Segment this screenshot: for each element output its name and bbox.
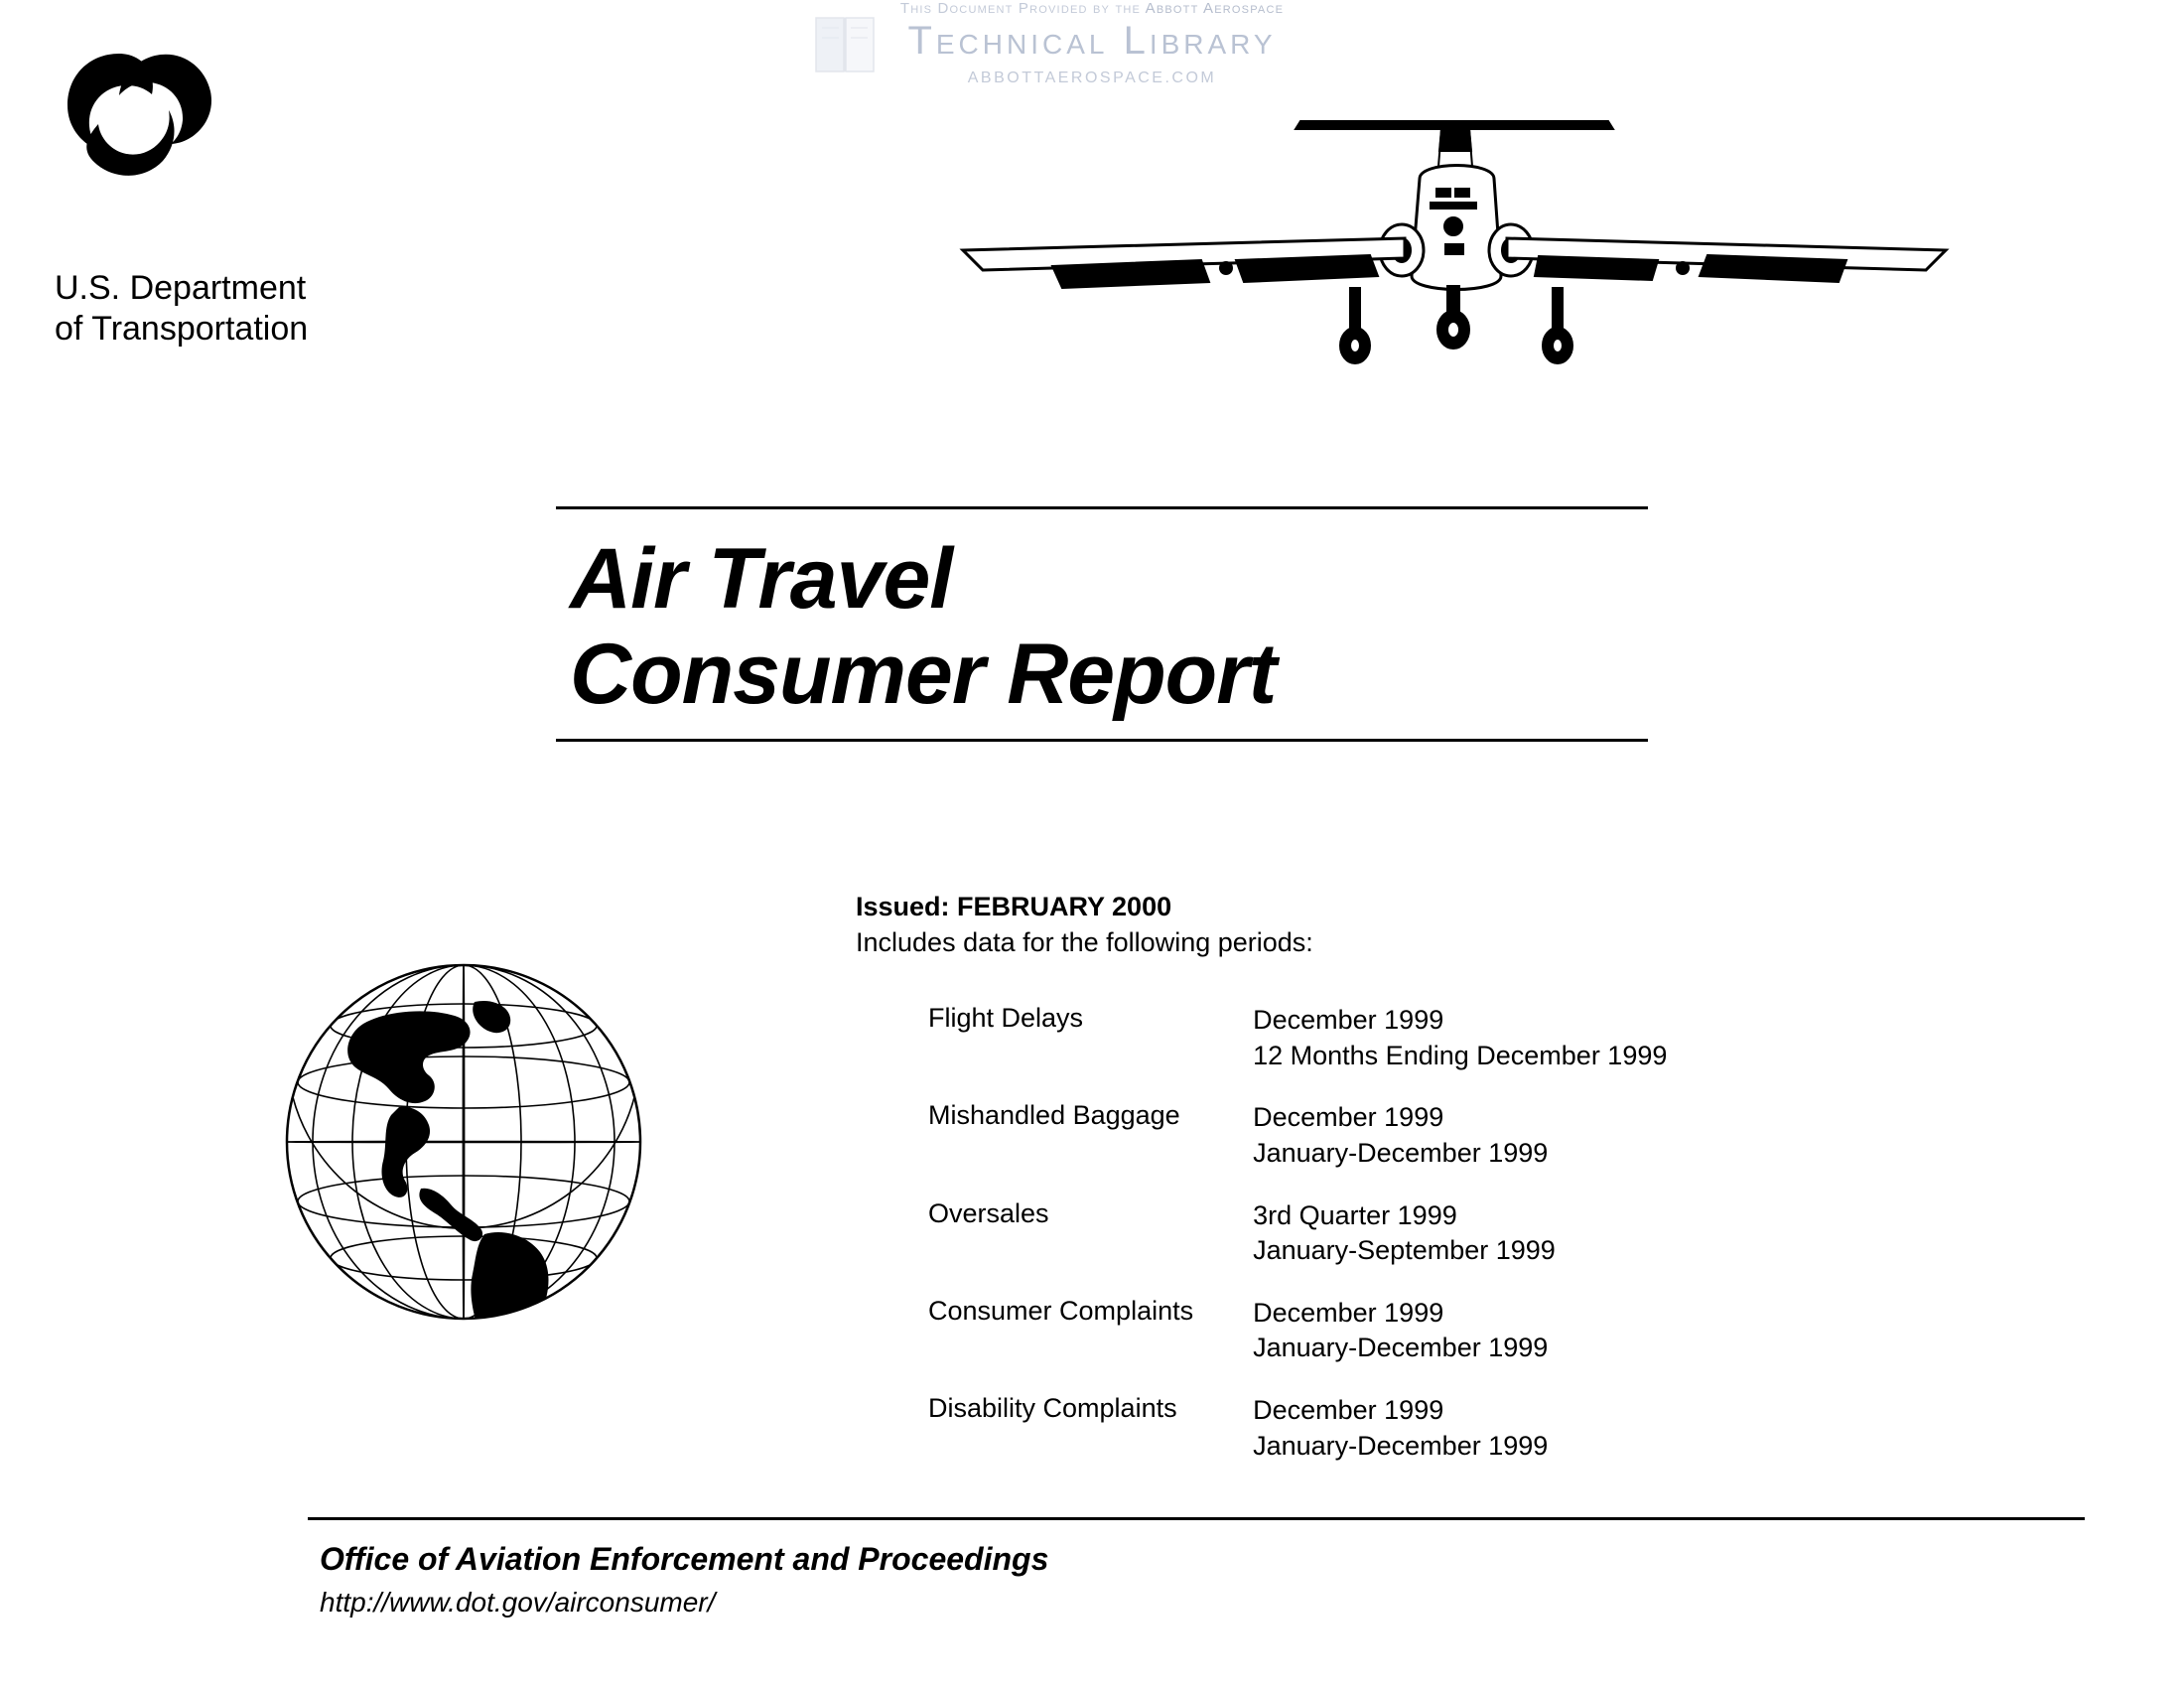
period-values	[1253, 1100, 1667, 1197]
footer-rule	[308, 1517, 2085, 1520]
page-title-line1: Air Travel	[570, 531, 953, 627]
watermark-domain: ABBOTTAEROSPACE.COM	[967, 70, 1217, 86]
period-value-line: 3rd Quarter 1999	[1253, 1199, 1457, 1230]
period-label: Consumer Complaints	[928, 1295, 1194, 1326]
table-row	[928, 1393, 1667, 1464]
page-title	[556, 509, 1648, 733]
period-value-line: December 1999	[1253, 1102, 1444, 1133]
agency-name	[55, 268, 308, 351]
watermark-brand: Abbott Aerospace	[1145, 0, 1285, 17]
period-value-line: December 1999	[1253, 1395, 1444, 1425]
watermark-prefix: This Document Provided by the	[899, 0, 1142, 17]
table-row	[928, 1296, 1667, 1393]
title-rule-bottom	[556, 739, 1648, 742]
period-values	[1253, 1003, 1667, 1100]
footer-url[interactable]: http://www.dot.gov/airconsumer/	[320, 1587, 716, 1618]
airplane-front-view-icon	[953, 99, 1956, 387]
globe-icon	[280, 958, 647, 1326]
period-value-line: December 1999	[1253, 1005, 1444, 1035]
watermark-line-provided-by	[814, 0, 1370, 17]
dot-triskelion-logo-icon	[60, 48, 223, 177]
period-value-line: December 1999	[1253, 1297, 1444, 1328]
issued-subtitle: Includes data for the following periods:	[856, 927, 1313, 957]
table-row	[928, 1100, 1667, 1197]
watermark-title: Technical Library	[907, 19, 1277, 63]
period-label: Oversales	[928, 1197, 1049, 1228]
agency-name-line1: U.S. Department	[55, 269, 307, 307]
period-value-line: January-September 1999	[1253, 1235, 1556, 1266]
issued-date: Issued: FEBRUARY 2000	[856, 892, 1172, 921]
book-icon	[814, 14, 876, 81]
period-values	[1253, 1198, 1667, 1296]
period-label: Flight Delays	[928, 1003, 1084, 1033]
period-label: Mishandled Baggage	[928, 1100, 1180, 1131]
period-value-line: January-December 1999	[1253, 1430, 1549, 1461]
agency-name-line2: of Transportation	[55, 310, 309, 349]
data-periods-table	[928, 1003, 1667, 1464]
page-title-line2: Consumer Report	[570, 627, 1277, 723]
table-row	[928, 1198, 1667, 1296]
report-title-block	[556, 506, 1648, 742]
period-value-line: January-December 1999	[1253, 1137, 1549, 1168]
period-label: Disability Complaints	[928, 1393, 1177, 1423]
period-values	[1253, 1393, 1667, 1464]
table-row	[928, 1003, 1667, 1100]
issued-block	[856, 892, 1313, 958]
watermark	[814, 0, 1370, 87]
footer-office: Office of Aviation Enforcement and Proceedings	[320, 1541, 1049, 1577]
period-values	[1253, 1296, 1667, 1393]
period-value-line: 12 Months Ending December 1999	[1253, 1040, 1668, 1070]
period-value-line: January-December 1999	[1253, 1333, 1549, 1363]
